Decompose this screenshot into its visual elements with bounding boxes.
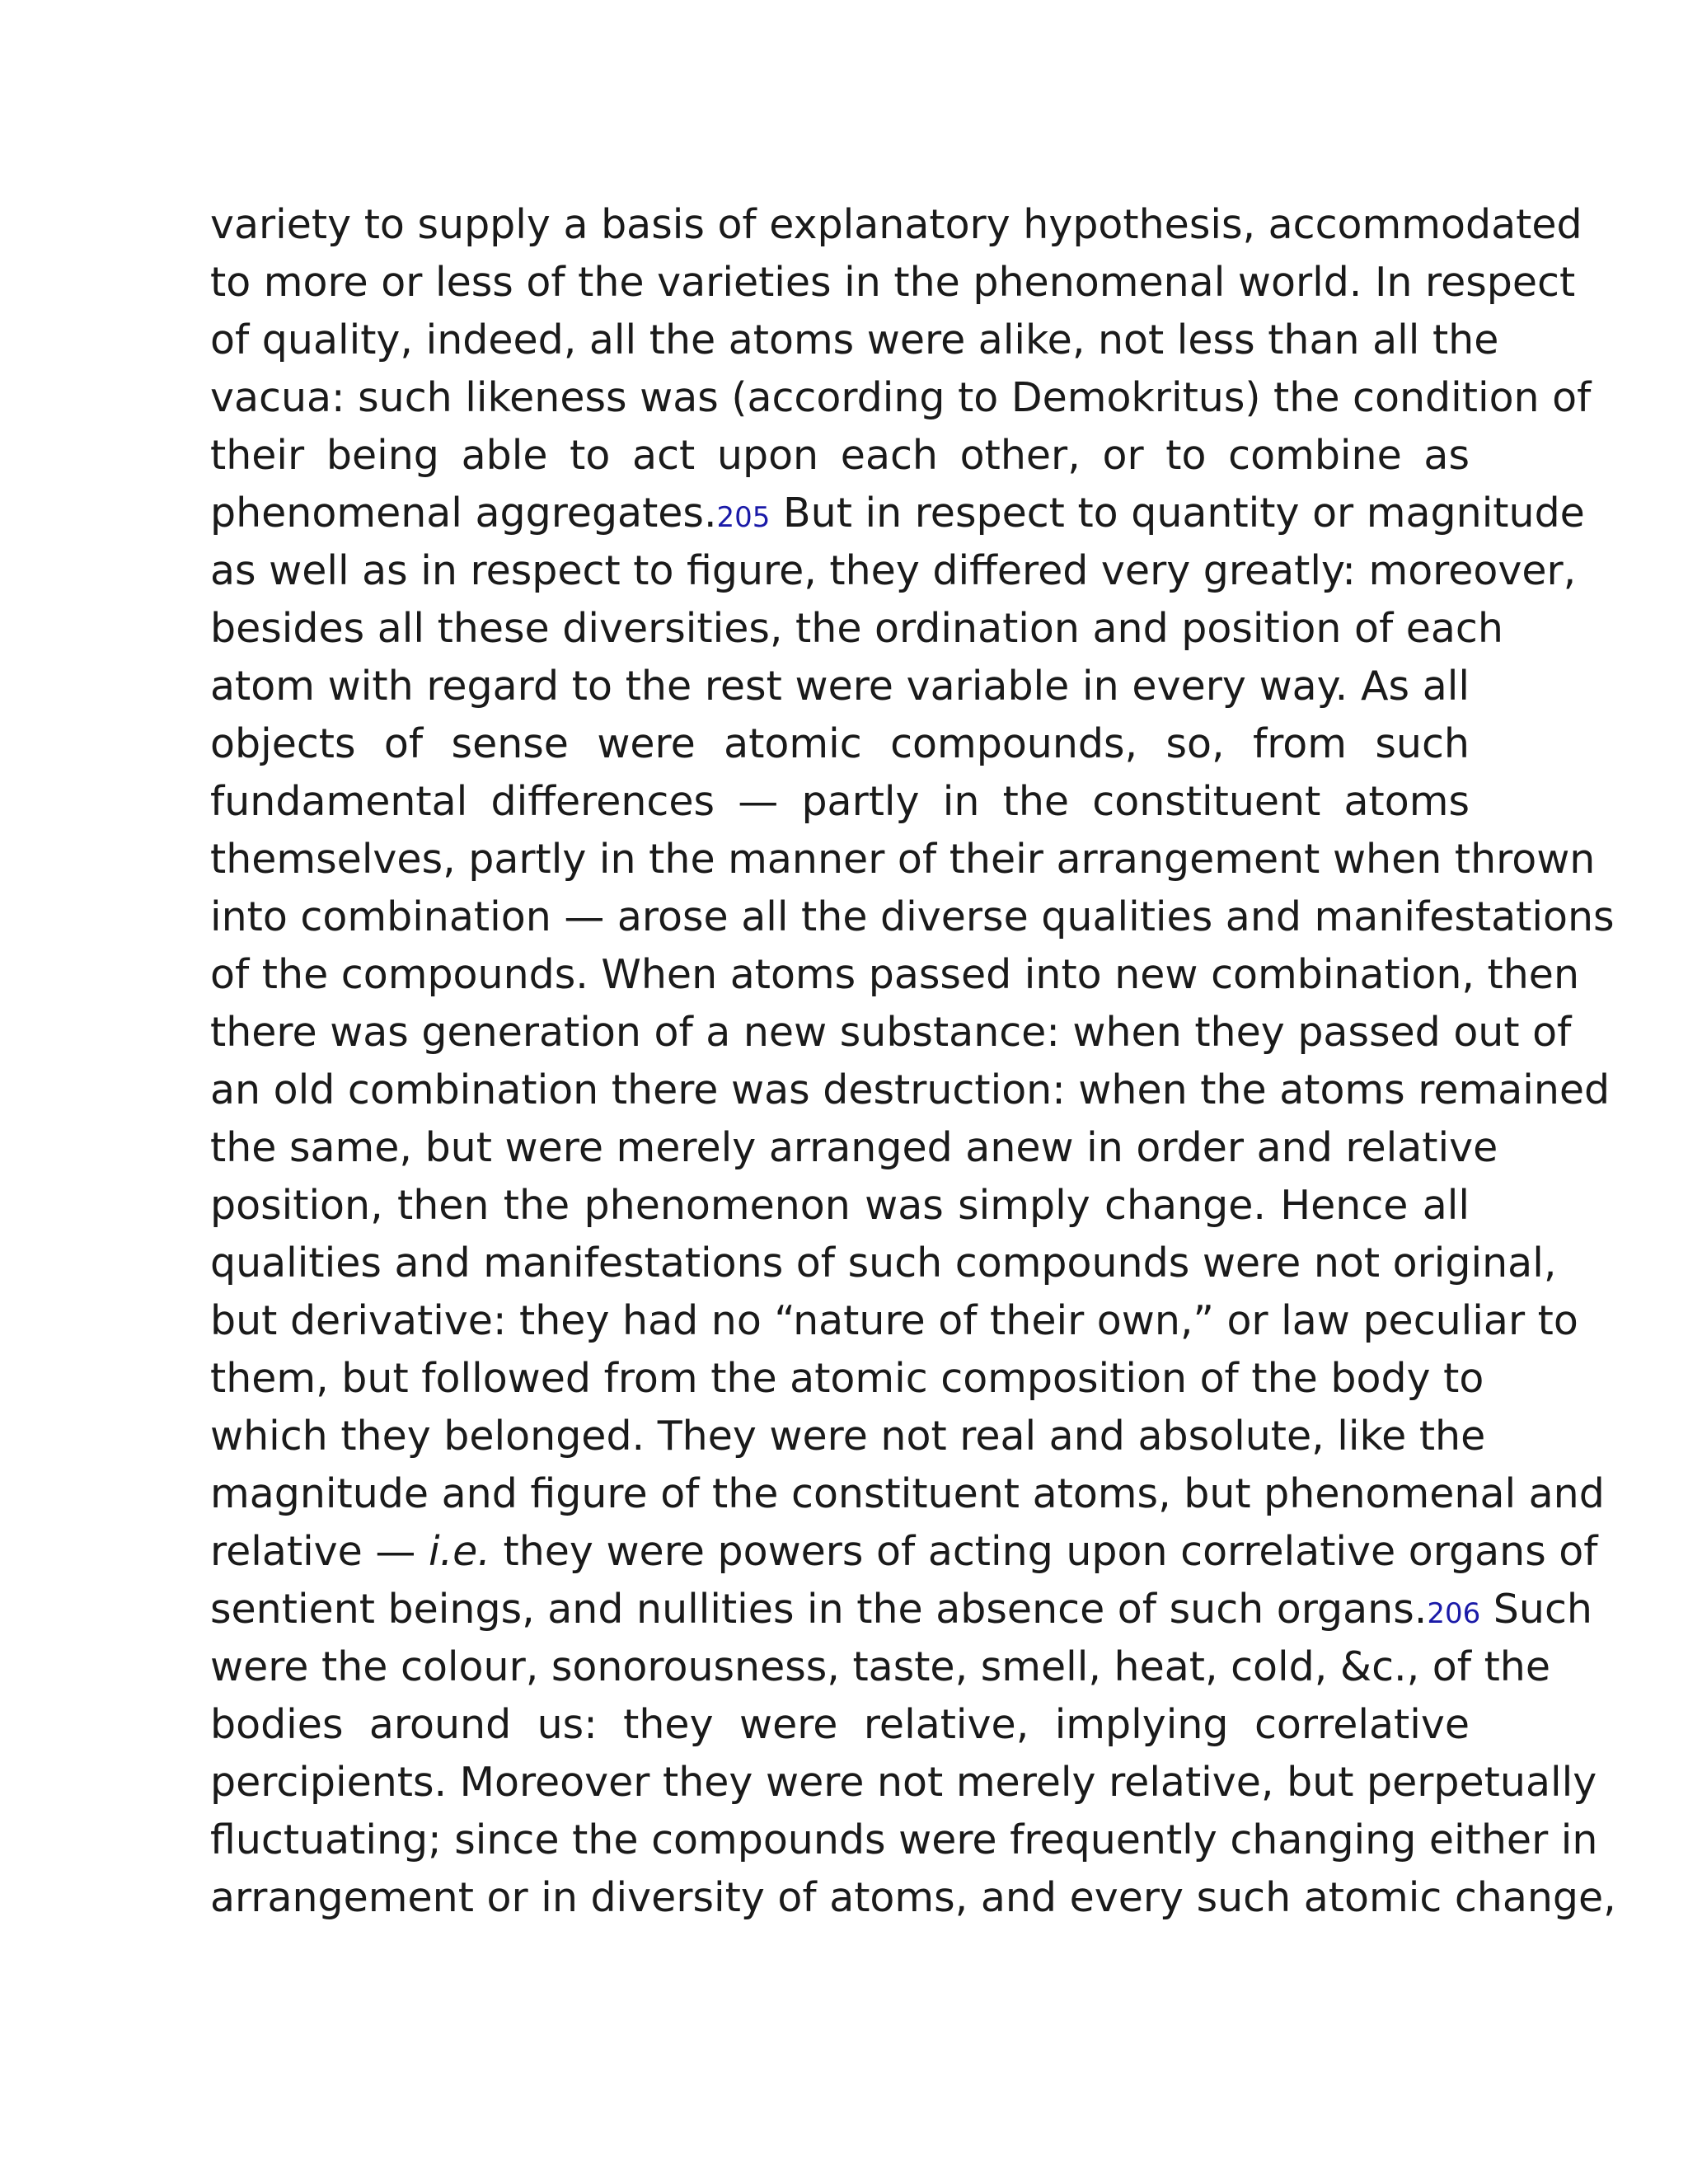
- text-line: as well as in respect to figure, they differed very greatly: moreover,: [210, 547, 1577, 594]
- text-line: [210, 485, 1585, 542]
- text-segment: relative —: [210, 1528, 429, 1575]
- text-line: besides all these diversities, the ordination and position of each: [210, 605, 1503, 652]
- text-line: [210, 1581, 1592, 1638]
- footnote-link-206[interactable]: 206: [1427, 1597, 1481, 1630]
- text-line: the same, but were merely arranged anew in order and relative: [210, 1124, 1498, 1171]
- text-line: were the colour, sonorousness, taste, smell, heat, cold, &c., of the: [210, 1643, 1550, 1690]
- text-segment: But in respect to quantity or magnitude: [770, 490, 1585, 537]
- text-line: fluctuating; since the compounds were frequently changing either in: [210, 1816, 1598, 1863]
- text-line: variety to supply a basis of explanatory hypothesis, accommodated: [210, 201, 1582, 248]
- text-segment: Such: [1480, 1586, 1592, 1633]
- text-line: into combination — arose all the diverse qualities and manifestations: [210, 893, 1615, 940]
- footnote-link-205[interactable]: 205: [716, 501, 771, 534]
- text-line: themselves, partly in the manner of their arrangement when thrown: [210, 836, 1596, 883]
- text-segment: they were powers of acting upon correlative organs of: [490, 1528, 1598, 1575]
- text-line: percipients. Moreover they were not merely relative, but perpetually: [210, 1759, 1597, 1806]
- text-line: of quality, indeed, all the atoms were alike, not less than all the: [210, 316, 1499, 363]
- text-segment: phenomenal aggregates.: [210, 490, 717, 537]
- text-line: objects of sense were atomic compounds, so, from such: [210, 720, 1470, 767]
- text-line: to more or less of the varieties in the phenomenal world. In respect: [210, 259, 1576, 306]
- text-line: of the compounds. When atoms passed into new combination, then: [210, 951, 1579, 998]
- text-line: bodies around us: they were relative, implying correlative: [210, 1701, 1470, 1748]
- text-line: [210, 1523, 1598, 1581]
- text-line: atom with regard to the rest were variable in every way. As all: [210, 663, 1470, 710]
- text-segment: sentient beings, and nullities in the absence of such organs.: [210, 1586, 1428, 1633]
- text-line: vacua: such likeness was (according to Demokritus) the condition of: [210, 374, 1592, 421]
- text-line: an old combination there was destruction: when the atoms remained: [210, 1066, 1611, 1113]
- text-line: them, but followed from the atomic composition of the body to: [210, 1355, 1484, 1402]
- document-body: [210, 196, 1616, 1927]
- text-line: fundamental differences — partly in the constituent atoms: [210, 778, 1470, 825]
- italic-ie: i.e.: [428, 1528, 490, 1575]
- text-line: there was generation of a new substance: when they passed out of: [210, 1009, 1572, 1056]
- text-line: position, then the phenomenon was simply change. Hence all: [210, 1182, 1470, 1229]
- text-line: but derivative: they had no “nature of their own,” or law peculiar to: [210, 1297, 1578, 1344]
- text-line: magnitude and figure of the constituent atoms, but phenomenal and: [210, 1470, 1605, 1517]
- text-line: arrangement or in diversity of atoms, and every such atomic change,: [210, 1874, 1616, 1921]
- text-line: which they belonged. They were not real and absolute, like the: [210, 1413, 1486, 1460]
- text-line: their being able to act upon each other, or to combine as: [210, 432, 1470, 479]
- text-line: qualities and manifestations of such compounds were not original,: [210, 1240, 1557, 1286]
